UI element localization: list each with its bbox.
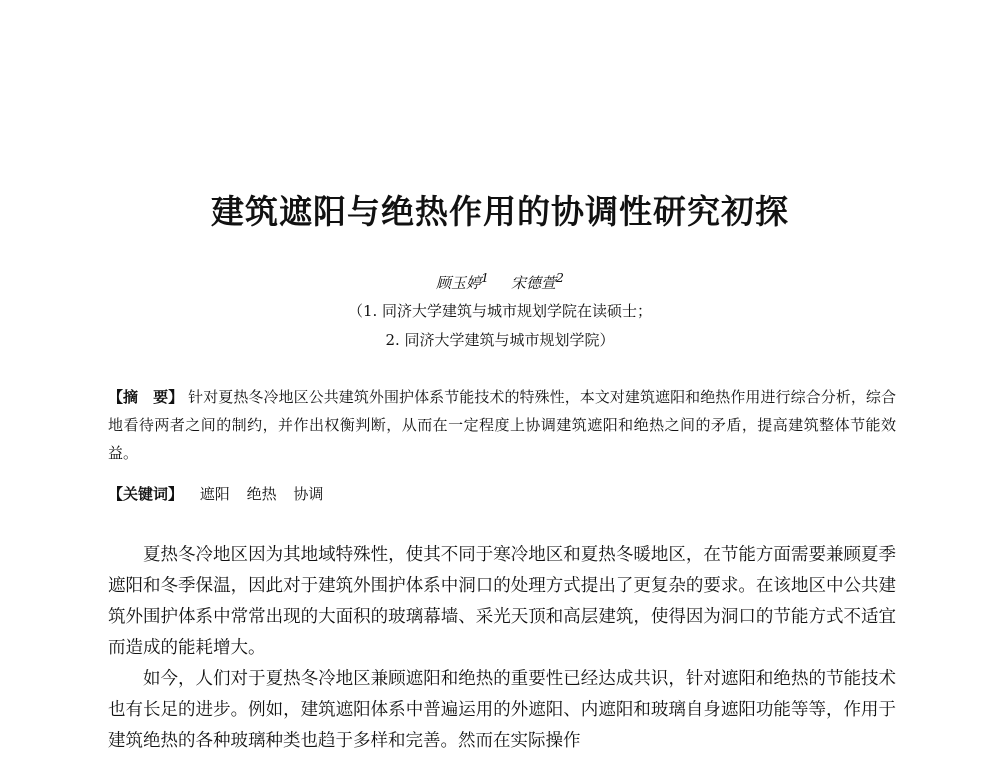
body-paragraph: 夏热冬冷地区因为其地域特殊性，使其不同于寒冷地区和夏热冬暖地区，在节能方面需要兼顾夏季遮阳和冬季保温，因此对于建筑外围护体系中洞口的处理方式提出了更复杂的要求。在该地区中公共建筑外围护体系中常常出现的大面积的玻璃幕墙、采光天顶和高层建筑，使得因为洞口的节能方式不适宜而造成的能耗增大。 (108, 545, 896, 658)
abstract-label: 【摘 要】 (108, 388, 184, 406)
keywords-label: 【关键词】 (108, 485, 184, 503)
affiliation-line: 2. 同济大学建筑与城市规划学院） (385, 331, 615, 349)
abstract-text: 针对夏热冬冷地区公共建筑外围护体系节能技术的特殊性，本文对建筑遮阳和绝热作用进行综合分析，综合地看待两者之间的制约，并作出权衡判断，从而在一定程度上协调建筑遮阳和绝热之间的矛盾，提高建筑整体节能效益。 (108, 388, 896, 462)
author-name: 顾玉婷 (436, 274, 482, 292)
abstract (108, 383, 896, 467)
author-name: 宋德萱 (511, 274, 557, 292)
paper-title: 建筑遮阳与绝热作用的协调性研究初探 (211, 192, 789, 231)
body-paragraph: 如今，人们对于夏热冬冷地区兼顾遮阳和绝热的重要性已经达成共识，针对遮阳和绝热的节能技术也有长足的进步。例如，建筑遮阳体系中普遍运用的外遮阳、内遮阳和玻璃自身遮阳功能等等，作用于建筑绝热的各种玻璃种类也趋于多样和完善。然而在实际操作 (108, 669, 896, 751)
affiliation-line: （1. 同济大学建筑与城市规划学院在读硕士； (347, 302, 653, 320)
author-affiliation-mark: 1 (481, 270, 489, 285)
author-line (0, 270, 1000, 293)
keywords (108, 480, 896, 508)
keyword: 协调 (293, 485, 324, 503)
body-text (108, 540, 896, 757)
keyword: 绝热 (246, 485, 277, 503)
keyword: 遮阳 (199, 485, 230, 503)
author-affiliation-mark: 2 (556, 270, 564, 285)
